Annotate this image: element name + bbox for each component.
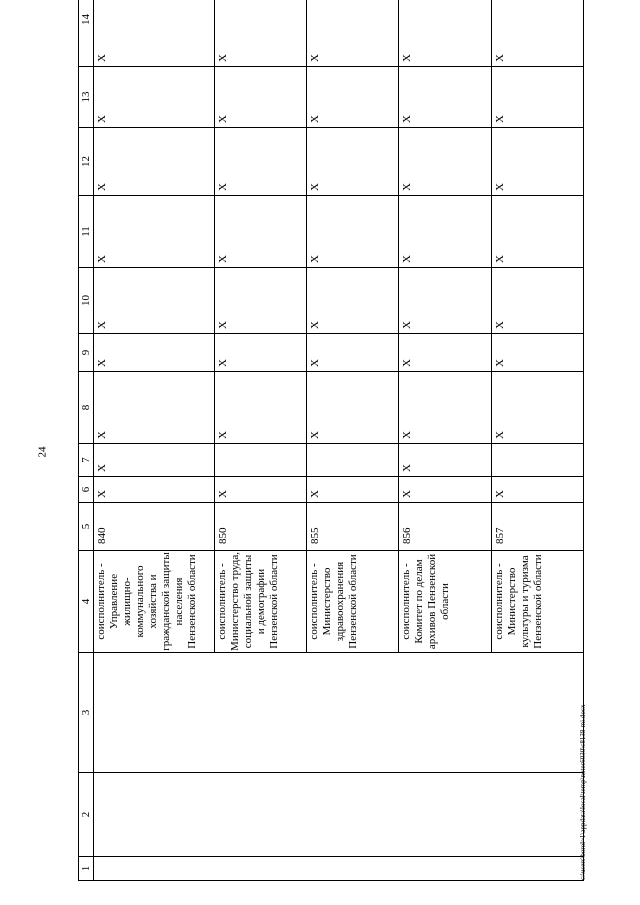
- data-table: [78, 0, 584, 881]
- column-header-2: 2: [79, 773, 94, 857]
- mark-cell: X: [399, 268, 491, 334]
- executor-description: соисполнитель - Управление жилищно-коммунального хозяйства и гражданской защиты населения Пензенской области: [94, 551, 215, 653]
- mark-cell: X: [306, 128, 398, 196]
- column-header-13: 13: [79, 67, 94, 128]
- mark-cell: X: [491, 477, 583, 503]
- executor-description: соисполнитель - Министерство культуры и туризма Пензенской области: [491, 551, 583, 653]
- mark-cell: X: [399, 477, 491, 503]
- mark-cell: X: [94, 372, 215, 444]
- executor-description: соисполнитель - Комитет по делам архивов Пензенской области: [399, 551, 491, 653]
- mark-cell: X: [491, 372, 583, 444]
- mark-cell: X: [306, 372, 398, 444]
- mark-cell: X: [306, 67, 398, 128]
- mark-cell: X: [214, 128, 306, 196]
- mark-cell: X: [214, 0, 306, 67]
- mark-cell: X: [94, 477, 215, 503]
- column-header-6: 6: [79, 477, 94, 503]
- budget-code: 850: [214, 503, 306, 551]
- empty-cell: [94, 653, 584, 773]
- budget-code: 856: [399, 503, 491, 551]
- mark-cell: X: [94, 128, 215, 196]
- column-header-5: 5: [79, 503, 94, 551]
- mark-cell: X: [214, 196, 306, 268]
- table-row: [94, 0, 215, 881]
- mark-cell: X: [94, 196, 215, 268]
- budget-code: 857: [491, 503, 583, 551]
- column-header-4: 4: [79, 551, 94, 653]
- budget-code: 855: [306, 503, 398, 551]
- mark-cell: X: [306, 196, 398, 268]
- mark-cell: X: [491, 334, 583, 372]
- mark-cell: X: [399, 196, 491, 268]
- column-header-14: 14: [79, 0, 94, 67]
- mark-cell: X: [399, 334, 491, 372]
- mark-cell: X: [399, 128, 491, 196]
- column-header-11: 11: [79, 196, 94, 268]
- mark-cell: X: [94, 334, 215, 372]
- mark-cell: X: [306, 268, 398, 334]
- mark-cell: X: [399, 444, 491, 477]
- column-header-8: 8: [79, 372, 94, 444]
- empty-cell: [94, 773, 584, 857]
- mark-cell: X: [491, 0, 583, 67]
- mark-cell: X: [94, 268, 215, 334]
- header-row: [79, 0, 94, 881]
- mark-cell: [306, 444, 398, 477]
- mark-cell: X: [306, 0, 398, 67]
- mark-cell: X: [399, 0, 491, 67]
- file-path-footer: c:\users\borol~1\appdata\local\temp\notes6030\c8138-mi.docx: [579, 704, 587, 880]
- column-header-10: 10: [79, 268, 94, 334]
- mark-cell: X: [306, 477, 398, 503]
- column-header-9: 9: [79, 334, 94, 372]
- column-header-12: 12: [79, 128, 94, 196]
- mark-cell: [491, 444, 583, 477]
- mark-cell: X: [214, 372, 306, 444]
- executor-description: соисполнитель - Министерство труда, социальной защиты и демографии Пензенской области: [214, 551, 306, 653]
- mark-cell: X: [94, 0, 215, 67]
- page-number: 24: [36, 446, 49, 458]
- mark-cell: [214, 444, 306, 477]
- mark-cell: X: [306, 334, 398, 372]
- mark-cell: X: [214, 268, 306, 334]
- mark-cell: X: [399, 372, 491, 444]
- mark-cell: X: [399, 67, 491, 128]
- column-header-1: 1: [79, 857, 94, 881]
- mark-cell: X: [491, 128, 583, 196]
- mark-cell: X: [214, 67, 306, 128]
- executor-description: соисполнитель - Министерство здравоохранения Пензенской области: [306, 551, 398, 653]
- mark-cell: X: [491, 67, 583, 128]
- mark-cell: X: [491, 268, 583, 334]
- column-header-3: 3: [79, 653, 94, 773]
- budget-code: 840: [94, 503, 215, 551]
- empty-cell: [94, 857, 584, 881]
- mark-cell: X: [94, 444, 215, 477]
- mark-cell: X: [491, 196, 583, 268]
- mark-cell: X: [214, 334, 306, 372]
- mark-cell: X: [214, 477, 306, 503]
- mark-cell: X: [94, 67, 215, 128]
- column-header-7: 7: [79, 444, 94, 477]
